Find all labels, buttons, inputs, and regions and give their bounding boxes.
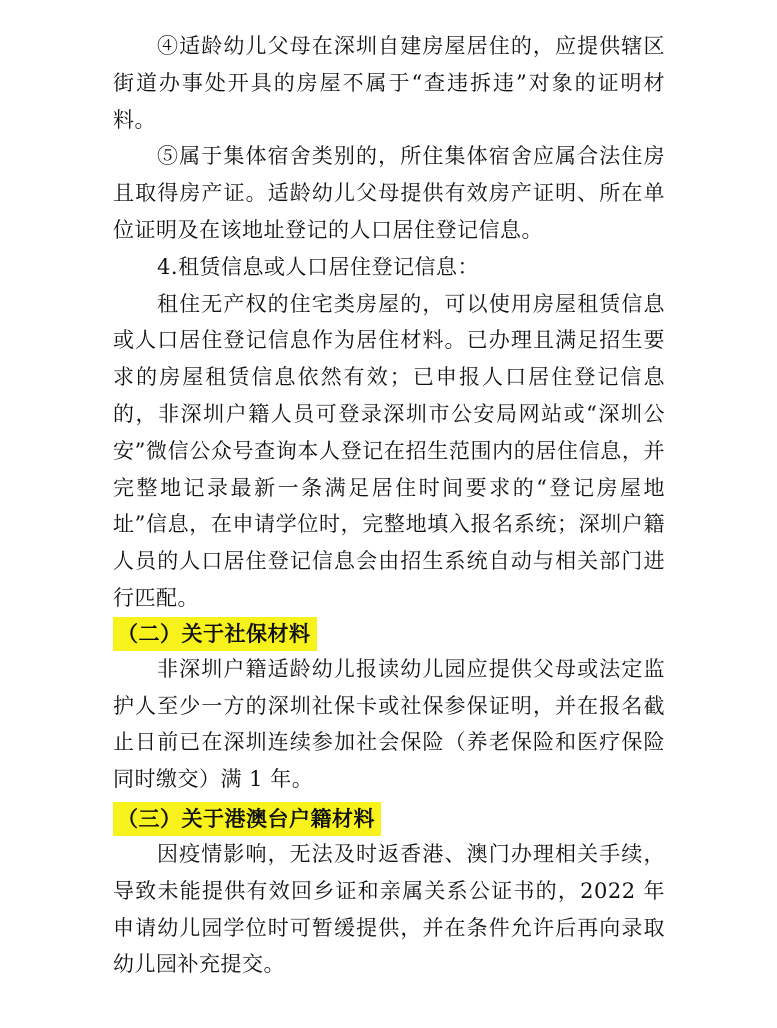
highlighted-heading-social-security: （二）关于社保材料 <box>113 617 317 651</box>
section-heading-social-security <box>113 617 665 651</box>
highlighted-heading-hk-macau-taiwan: （三）关于港澳台户籍材料 <box>113 802 381 836</box>
paragraph-hk-macau-taiwan: 因疫情影响，无法及时返香港、澳门办理相关手续，导致未能提供有效回乡证和亲属关系公证书的，2022 年申请幼儿园学位时可暂缓提供，并在条件允许后再向录取幼儿园补充提交。 <box>113 841 665 977</box>
paragraph-collective-dormitory: ⑤属于集体宿舍类别的，所住集体宿舍应属合法住房且取得房产证。适龄幼儿父母提供有效房产证明、所在单位证明及在该地址登记的人口居住登记信息。 <box>113 144 665 242</box>
document-body <box>113 28 665 983</box>
paragraph-social-security: 非深圳户籍适龄幼儿报读幼儿园应提供父母或法定监护人至少一方的深圳社保卡或社保参保证明，并在报名截止日前已在深圳连续参加社会保险（养老保险和医疗保险同时缴交）满 1 年。 <box>113 656 665 792</box>
paragraph-rental-info: 租住无产权的住宅类房屋的，可以使用房屋租赁信息或人口居住登记信息作为居住材料。已办理且满足招生要求的房屋租赁信息依然有效；已申报人口居住登记信息的，非深圳户籍人员可登录深圳市公安局网站或“深圳公安”微信公众号查询本人登记在招生范围内的居住信息，并完整地记录最新一条满足居住时间要求的“登记房屋地址”信息，在申请学位时，完整地填入报名系统；深圳户籍人员的人口居住登记信息会由招生系统自动与相关部门进行匹配。 <box>113 291 665 610</box>
paragraph-self-built-housing: ④适龄幼儿父母在深圳自建房屋居住的，应提供辖区街道办事处开具的房屋不属于“查违拆违”对象的证明材料。 <box>113 34 665 132</box>
paragraph-rental-title: 4.租赁信息或人口居住登记信息： <box>157 254 480 279</box>
section-heading-hk-macau-taiwan <box>113 802 665 836</box>
